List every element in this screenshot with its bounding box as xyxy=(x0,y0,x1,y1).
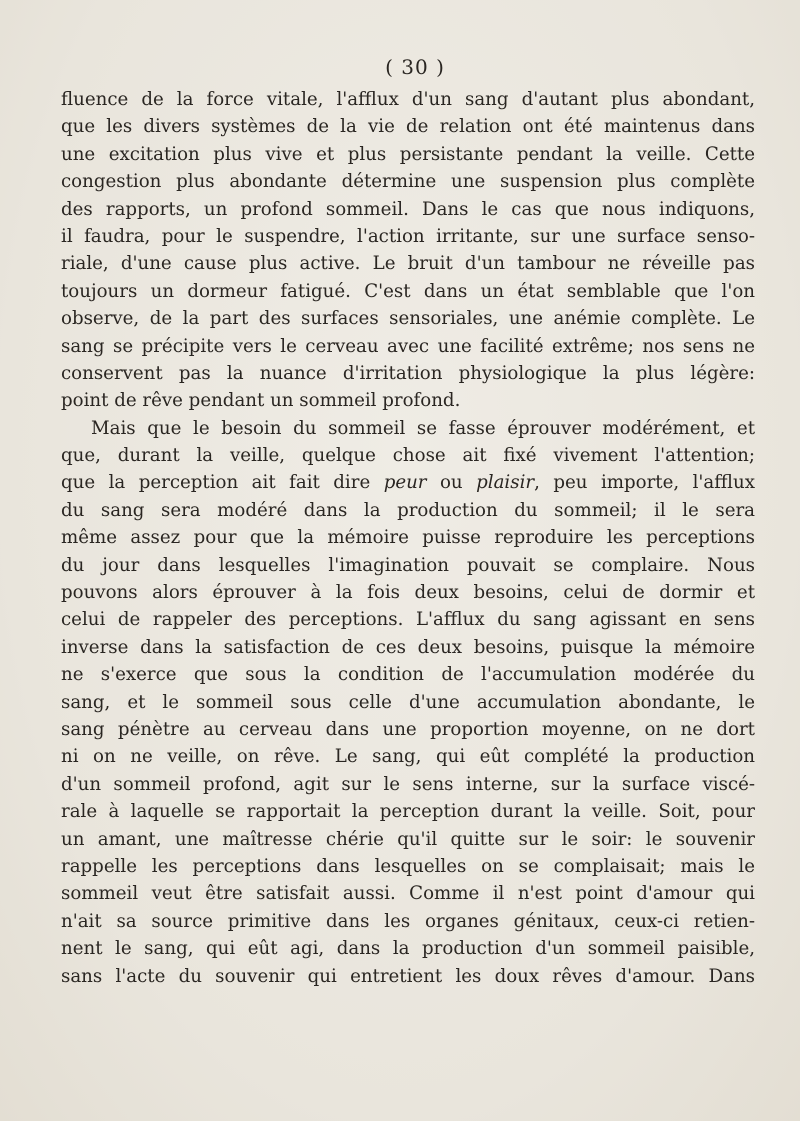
text-line: rale à laquelle se rapportait la perception durant la veille. Soit, pour xyxy=(61,801,755,823)
text-line: nent le sang, qui eût agi, dans la production d'un sommeil paisible, xyxy=(61,938,755,960)
text-line: point de rêve pendant un sommeil profond. xyxy=(61,390,461,412)
text-line: observe, de la part des surfaces sensoriales, une anémie complète. Le xyxy=(61,308,755,330)
text-line: pouvons alors éprouver à la fois deux besoins, celui de dormir et xyxy=(61,582,755,604)
text-line: fluence de la force vitale, l'afflux d'un sang d'autant plus abondant, xyxy=(61,89,755,110)
text-line: sommeil veut être satisfait aussi. Comme il n'est point d'amour qui xyxy=(61,883,755,905)
body-text xyxy=(61,86,755,990)
text-line: conservent pas la nuance d'irritation physiologique la plus légère: xyxy=(61,362,755,384)
text-line: toujours un dormeur fatigué. C'est dans un état semblable que l'on xyxy=(61,280,755,302)
text-line: un amant, une maîtresse chérie qu'il quitte sur le soir: le souvenir xyxy=(61,828,755,850)
text-line: ne s'exerce que sous la condition de l'accumulation modérée du xyxy=(61,664,755,686)
paragraph-start-line: Mais que le besoin du sommeil se fasse éprouver modérément, et xyxy=(91,417,755,439)
text-line: que les divers systèmes de la vie de relation ont été maintenus dans xyxy=(61,116,755,138)
text-line: il faudra, pour le suspendre, l'action irritante, sur une surface senso- xyxy=(61,225,755,247)
text-line: que la perception ait fait dire peur ou plaisir, peu importe, l'afflux xyxy=(61,472,755,494)
text-line: celui de rappeler des perceptions. L'afflux du sang agissant en sens xyxy=(61,609,755,631)
text-line: une excitation plus vive et plus persistante pendant la veille. Cette xyxy=(61,143,755,165)
text-line: congestion plus abondante détermine une suspension plus complète xyxy=(61,171,755,193)
text-line: riale, d'une cause plus active. Le bruit d'un tambour ne réveille pas xyxy=(61,253,755,275)
text-line: sang se précipite vers le cerveau avec une facilité extrême; nos sens ne xyxy=(61,335,755,357)
text-line: inverse dans la satisfaction de ces deux besoins, puisque la mémoire xyxy=(61,636,755,658)
text-line: même assez pour que la mémoire puisse reproduire les perceptions xyxy=(61,527,755,549)
text-line: du jour dans lesquelles l'imagination pouvait se complaire. Nous xyxy=(61,554,755,576)
text-line: n'ait sa source primitive dans les organes génitaux, ceux-ci retien- xyxy=(61,910,755,932)
text-line: des rapports, un profond sommeil. Dans le cas que nous indiquons, xyxy=(61,198,755,220)
text-line: rappelle les perceptions dans lesquelles on se complaisait; mais le xyxy=(61,855,755,877)
page-number: ( 30 ) xyxy=(385,55,445,79)
text-line: sans l'acte du souvenir qui entretient les doux rêves d'amour. Dans xyxy=(61,965,755,987)
text-line: d'un sommeil profond, agit sur le sens interne, sur la surface viscé- xyxy=(61,773,755,795)
text-line: du sang sera modéré dans la production du sommeil; il le sera xyxy=(61,499,755,521)
text-line: ni on ne veille, on rêve. Le sang, qui eût complété la production xyxy=(61,746,755,768)
text-line: sang, et le sommeil sous celle d'une accumulation abondante, le xyxy=(61,691,755,713)
text-line: sang pénètre au cerveau dans une proportion moyenne, on ne dort xyxy=(61,718,755,740)
text-line: que, durant la veille, quelque chose ait fixé vivement l'attention; xyxy=(61,445,755,467)
